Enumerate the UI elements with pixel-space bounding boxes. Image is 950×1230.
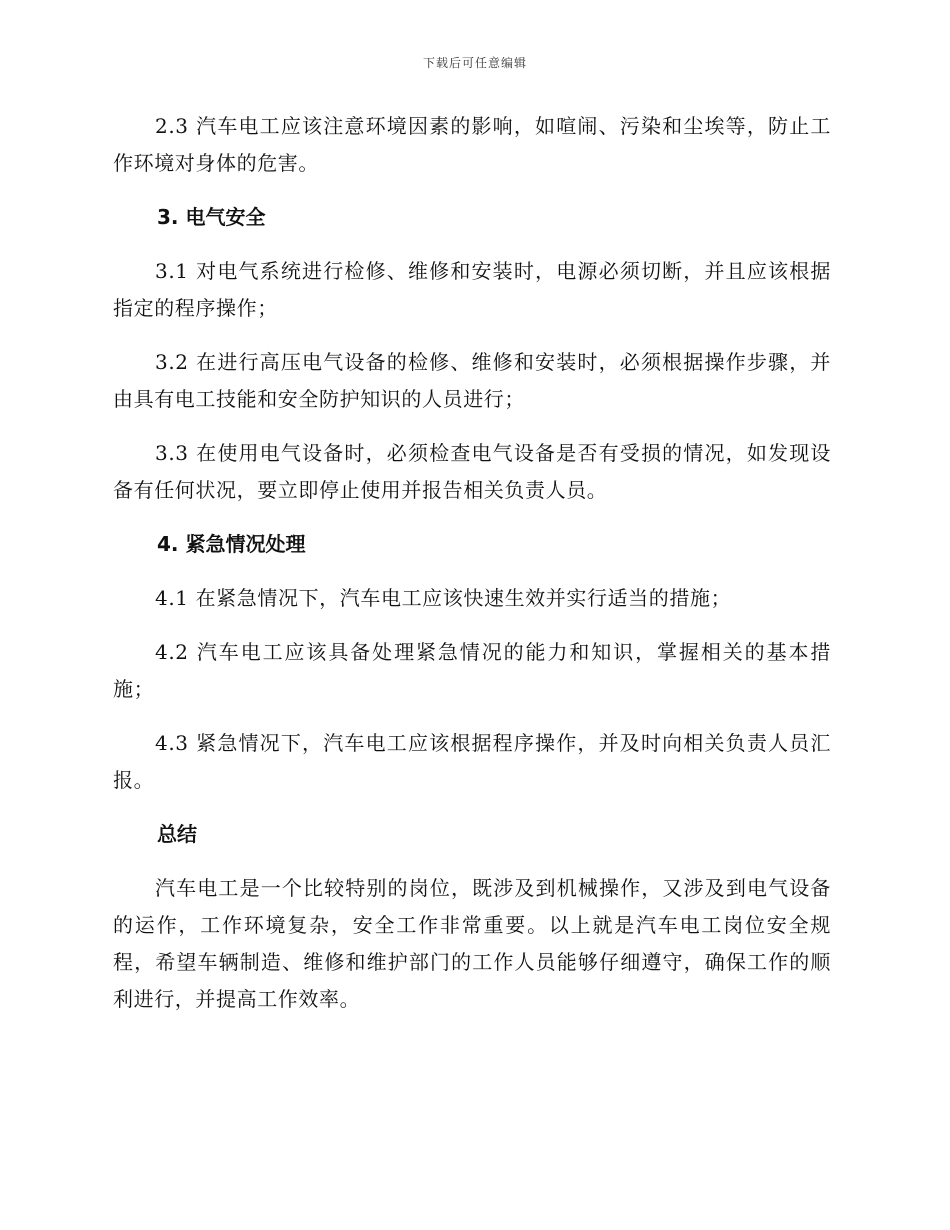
paragraph-4-1: 4.1 在紧急情况下，汽车电工应该快速生效并实行适当的措施； <box>155 586 732 610</box>
section-heading-3: 3. 电气安全 <box>157 205 266 229</box>
document-body <box>113 108 831 1035</box>
paragraph-3-3: 3.3 在使用电气设备时，必须检查电气设备是否有受损的情况，如发现设备有任何状况，要立即停止使用并报告相关负责人员。 <box>113 441 831 502</box>
paragraph-3-1: 3.1 对电气系统进行检修、维修和安装时，电源必须切断，并且应该根据指定的程序操作； <box>113 259 831 320</box>
page-header: 下载后可任意编辑 <box>422 56 527 70</box>
paragraph-4-2: 4.2 汽车电工应该具备处理紧急情况的能力和知识，掌握相关的基本措施； <box>113 640 831 701</box>
paragraph-4-3: 4.3 紧急情况下，汽车电工应该根据程序操作，并及时向相关负责人员汇报。 <box>113 731 831 792</box>
summary-paragraph: 汽车电工是一个比较特别的岗位，既涉及到机械操作，又涉及到电气设备的运作，工作环境复杂，安全工作非常重要。以上就是汽车电工岗位安全规程，希望车辆制造、维修和维护部门的工作人员能够仔细遵守，确保工作的顺利进行，并提高工作效率。 <box>113 876 831 1011</box>
paragraph-2-3: 2.3 汽车电工应该注意环境因素的影响，如喧闹、污染和尘埃等，防止工作环境对身体的危害。 <box>113 114 831 175</box>
summary-heading: 总结 <box>157 822 197 846</box>
paragraph-3-2: 3.2 在进行高压电气设备的检修、维修和安装时，必须根据操作步骤，并由具有电工技能和安全防护知识的人员进行； <box>113 350 831 411</box>
section-heading-4: 4. 紧急情况处理 <box>157 532 306 556</box>
